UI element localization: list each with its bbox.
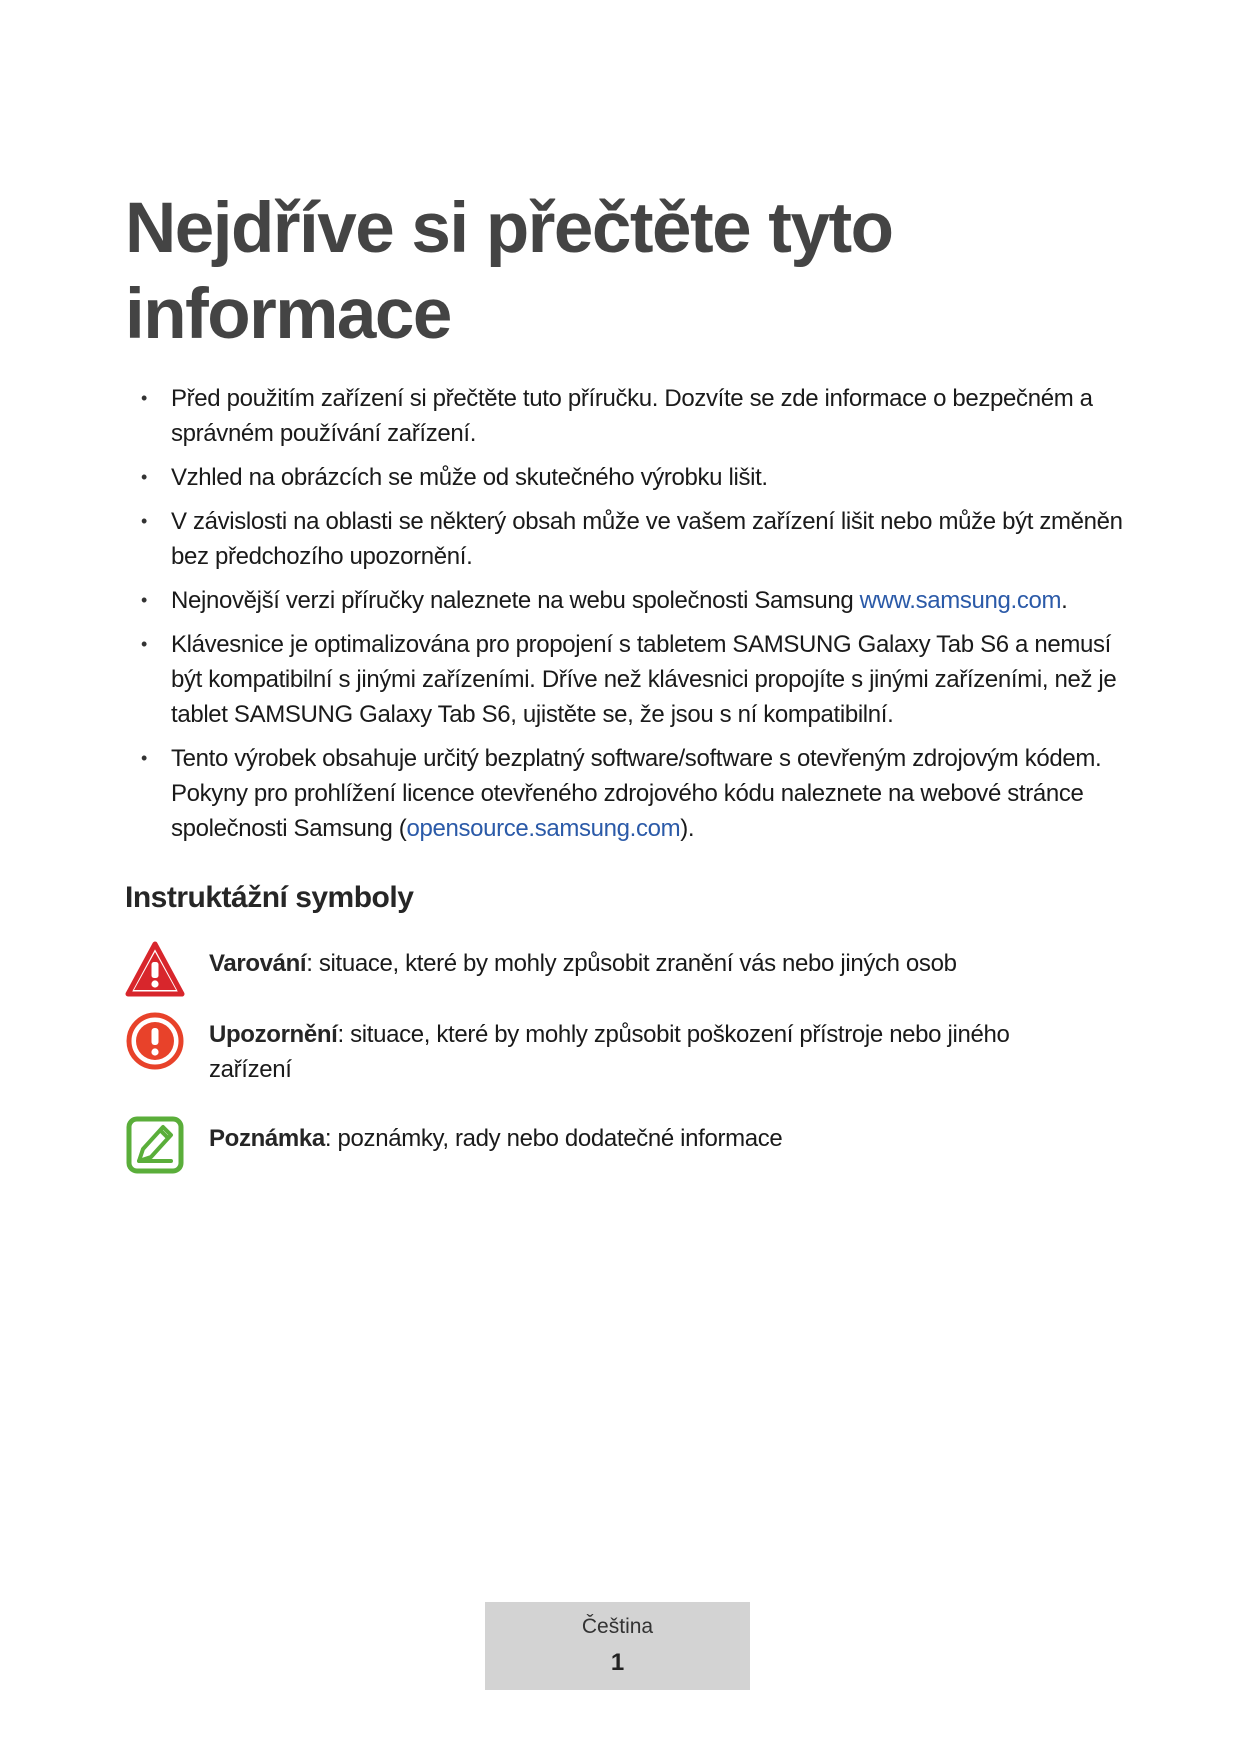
- symbol-text-note: [209, 1121, 1069, 1156]
- bullet-text: Před použitím zařízení si přečtěte tuto příručku. Dozvíte se zde informace o bezpečném a správném používání zařízení.: [171, 385, 1093, 447]
- symbol-term: Upozornění: [209, 1021, 338, 1048]
- bullet-text: V závislosti na oblasti se některý obsah může ve vašem zařízení lišit nebo může být změněn bez předchozího upozornění.: [171, 508, 1123, 570]
- bullet-dot: •: [141, 511, 147, 531]
- bullet-text: Klávesnice je optimalizována pro propojení s tabletem SAMSUNG Galaxy Tab S6 a nemusí být kompatibilní s jinými zařízeními. Dříve než klávesnici propojíte s jinými zařízeními, než je tablet SAMSUNG Galaxy Tab S6, ujistěte se, že jsou s ní kompatibilní.: [171, 631, 1117, 728]
- symbol-term: Poznámka: [209, 1125, 325, 1152]
- footer-language: Čeština: [581, 1615, 654, 1638]
- symbol-description: : poznámky, rady nebo dodatečné informace: [324, 1125, 783, 1152]
- bullet-dot: •: [141, 388, 147, 408]
- page-number: 1: [610, 1649, 625, 1676]
- symbol-description: : situace, které by mohly způsobit zranění vás nebo jiných osob: [306, 950, 957, 977]
- bullet-item: [125, 381, 1125, 451]
- note-pencil-icon: [125, 1115, 185, 1175]
- bullet-item: [125, 741, 1125, 846]
- bullet-dot: •: [141, 590, 147, 610]
- bullet-text-end: ).: [680, 815, 695, 842]
- info-bullet-list: [125, 381, 1125, 855]
- bullet-dot: •: [141, 748, 147, 768]
- bullet-item: [125, 460, 1125, 495]
- bullet-text: Tento výrobek obsahuje určitý bezplatný software/software s otevřeným zdrojovým kódem. Pokyny pro prohlížení licence otevřeného zdrojového kódu naleznete na webové stránce společnosti Samsung (: [171, 745, 1102, 842]
- caution-circle-icon: [125, 1011, 185, 1071]
- bullet-text: Vzhled na obrázcích se může od skutečného výrobku lišit.: [171, 464, 768, 491]
- bullet-item: [125, 627, 1125, 732]
- bullet-text-end: .: [1061, 587, 1068, 614]
- page-footer: [485, 1602, 750, 1690]
- samsung-website-link[interactable]: www.samsung.com: [859, 587, 1062, 614]
- symbols-heading: Instruktážní symboly: [125, 881, 414, 914]
- bullet-item: [125, 583, 1125, 618]
- opensource-link[interactable]: opensource.samsung.com: [406, 815, 681, 842]
- bullet-dot: •: [141, 467, 147, 487]
- warning-triangle-icon: [125, 940, 185, 1000]
- bullet-text: Nejnovější verzi příručky naleznete na webu společnosti Samsung: [171, 587, 860, 614]
- symbol-term: Varování: [209, 950, 307, 977]
- bullet-item: [125, 504, 1125, 574]
- symbol-text-caution: [209, 1017, 1069, 1087]
- symbol-text-warning: [209, 946, 1069, 981]
- symbol-description: : situace, které by mohly způsobit poškození přístroje nebo jiného zařízení: [209, 1021, 1010, 1083]
- bullet-dot: •: [141, 634, 147, 654]
- page-title: Nejdříve si přečtěte tyto informace: [125, 189, 893, 354]
